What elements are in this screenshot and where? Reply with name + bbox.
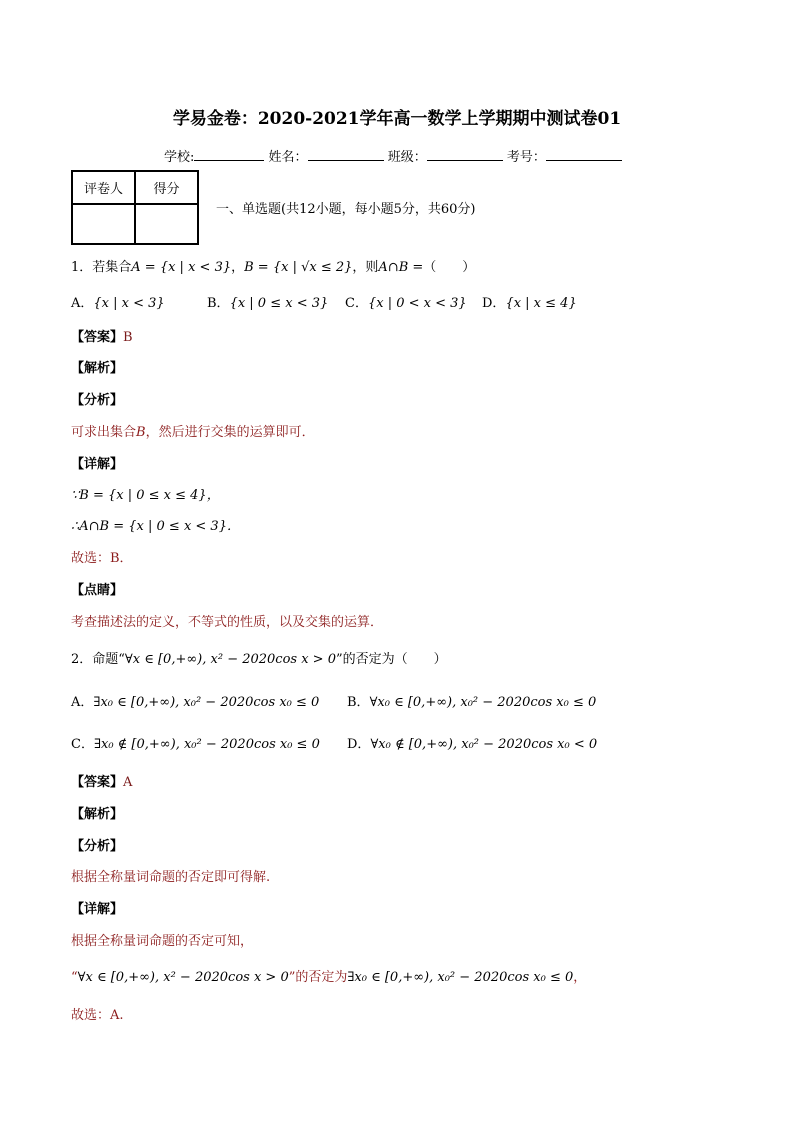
q1-sep: ， xyxy=(231,260,245,275)
score-header: 得分 xyxy=(135,171,198,204)
score-table xyxy=(71,170,199,245)
page-title: 学易金卷：2020-2021学年高一数学上学期期中测试卷01 xyxy=(172,109,622,129)
q1-stem xyxy=(71,256,475,275)
name-label: 姓名： xyxy=(268,150,308,165)
q2-xiangjie-tag: 【详解】 xyxy=(71,902,124,917)
q1-step1: ∵B = {x | 0 ≤ x ≤ 4}， xyxy=(71,488,220,503)
q2-stem: 2．命题“∀x ∈ [0,+∞), x² − 2020cos x > 0”的否定为（ ） xyxy=(71,652,447,667)
school-blank[interactable] xyxy=(194,148,264,161)
q2-answer-value: A xyxy=(123,775,133,790)
q2-option-b[interactable]: B．∀x₀ ∈ [0,+∞), x₀² − 2020cos x₀ ≤ 0 xyxy=(347,695,597,710)
score-cell[interactable] xyxy=(135,204,198,244)
q1-xiangjie-tag: 【详解】 xyxy=(71,457,124,472)
q1-answer: 【答案】B xyxy=(71,330,133,345)
q1-answer-value: B xyxy=(123,330,133,345)
q1-fenxi-text: 可求出集合B，然后进行交集的运算即可． xyxy=(71,425,315,440)
q2-option-d[interactable]: D．∀x₀ ∉ [0,+∞), x₀² − 2020cos x₀ < 0 xyxy=(347,737,598,752)
id-label: 考号： xyxy=(506,150,546,165)
section-title: 一、单选题(共12小题，每小题5分，共60分) xyxy=(216,202,476,217)
q2-step1: 根据全称量词命题的否定可知， xyxy=(71,934,254,949)
grader-header: 评卷人 xyxy=(72,171,135,204)
q1-dianjing-tag: 【点睛】 xyxy=(71,583,124,598)
q1-fenxi-tag: 【分析】 xyxy=(71,393,124,408)
q1-step2: ∴A∩B = {x | 0 ≤ x < 3}． xyxy=(71,519,240,534)
school-label: 学校: xyxy=(164,150,195,165)
q1-set-b: B = {x | √x ≤ 2} xyxy=(244,260,353,275)
q1-options xyxy=(71,292,577,311)
q1-option-d[interactable]: D．{x | x ≤ 4} xyxy=(482,296,577,311)
q1-stem-pre: 1．若集合 xyxy=(71,260,132,275)
student-info-line xyxy=(164,146,622,165)
q2-answer: 【答案】A xyxy=(71,775,133,790)
class-label: 班级： xyxy=(387,150,427,165)
q2-options-row1 xyxy=(71,691,596,710)
q1-stem-post: （ ） xyxy=(423,260,476,275)
q2-option-a[interactable]: A．∃x₀ ∈ [0,+∞), x₀² − 2020cos x₀ ≤ 0 xyxy=(71,695,320,710)
q2-jiexi-tag: 【解析】 xyxy=(71,807,124,822)
q2-option-c[interactable]: C．∃x₀ ∉ [0,+∞), x₀² − 2020cos x₀ ≤ 0 xyxy=(71,737,320,752)
q2-step2: “∀x ∈ [0,+∞), x² − 2020cos x > 0”的否定为∃x₀ ∈ [0,+∞), x₀² − 2020cos x₀ ≤ 0， xyxy=(71,970,587,985)
class-blank[interactable] xyxy=(427,148,503,161)
q1-option-b[interactable]: B．{x | 0 ≤ x < 3} xyxy=(207,296,329,311)
q2-fenxi-text: 根据全称量词命题的否定即可得解. xyxy=(71,870,271,885)
q1-dianjing-text: 考查描述法的定义，不等式的性质，以及交集的运算． xyxy=(71,615,384,630)
q1-option-c[interactable]: C．{x | 0 < x < 3} xyxy=(345,296,467,311)
q1-set-a: A = {x | x < 3} xyxy=(131,260,232,275)
q1-option-a[interactable]: A．{x | x < 3} xyxy=(71,296,165,311)
q2-choose: 故选：A. xyxy=(71,1008,124,1023)
q2-options-row2 xyxy=(71,733,597,752)
id-blank[interactable] xyxy=(546,148,622,161)
grader-cell[interactable] xyxy=(72,204,135,244)
name-blank[interactable] xyxy=(308,148,384,161)
q1-stem-mid: ，则 xyxy=(352,260,379,275)
q1-choose: 故选：B． xyxy=(71,551,133,566)
q2-fenxi-tag: 【分析】 xyxy=(71,839,124,854)
q1-expr: A∩B = xyxy=(378,260,424,275)
q1-jiexi-tag: 【解析】 xyxy=(71,361,124,376)
